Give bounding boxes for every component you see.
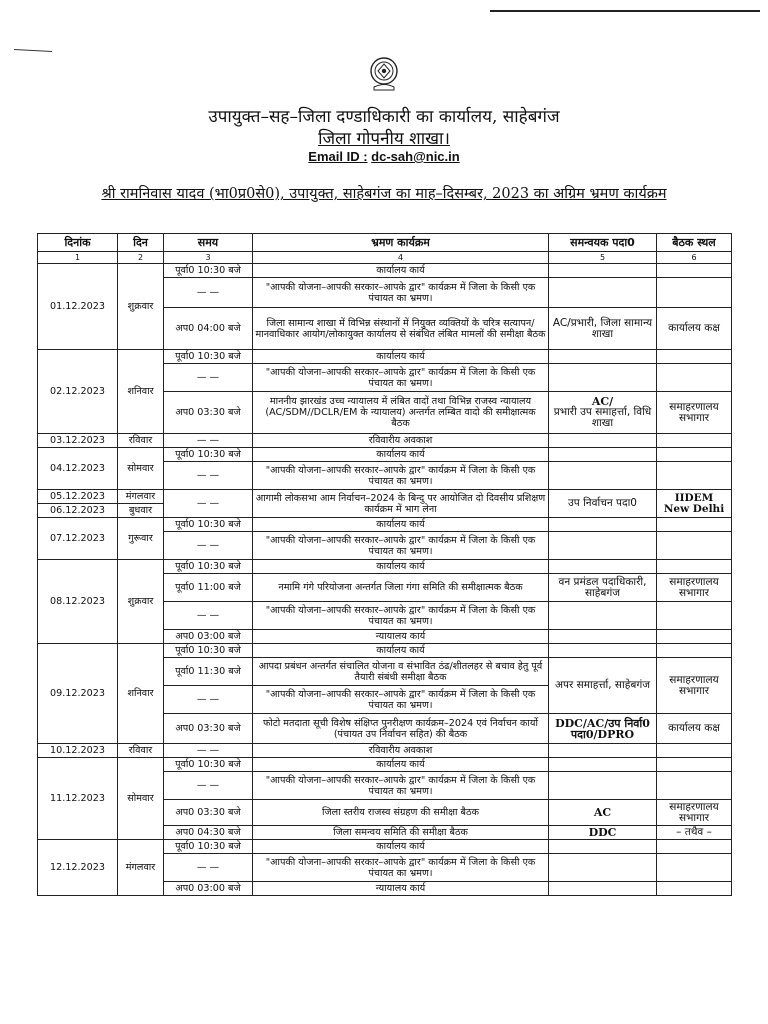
time-cell: — — [164, 602, 253, 630]
program-cell: कार्यालय कार्य [253, 560, 549, 574]
venue-cell [657, 532, 732, 560]
table-row [38, 560, 732, 574]
time-cell: — — [164, 772, 253, 800]
coordinator-cell [549, 758, 657, 772]
day-cell: शनिवार [118, 644, 164, 744]
program-title-text: श्री रामनिवास यादव (भा0प्र0से0), उपायुक्त, साहेबगंज का माह–दिसम्बर, 2023 का अग्रिम भ्रमण कार्यक्रम [101, 186, 667, 202]
table-row [38, 644, 732, 658]
program-cell: "आपकी योजना–आपकी सरकार–आपके द्वार" कार्यक्रम में जिला के किसी एक पंचायत का भ्रमण। [253, 686, 549, 714]
column-number-row [38, 252, 732, 264]
coordinator-cell [549, 532, 657, 560]
coordinator-cell [549, 772, 657, 800]
time-cell: अप0 03:30 बजे [164, 800, 253, 826]
venue-cell [657, 264, 732, 278]
coordinator-cell [549, 434, 657, 448]
venue-cell: – तथैव – [657, 826, 732, 840]
program-cell: "आपकी योजना–आपकी सरकार–आपके द्वार" कार्यक्रम में जिला के किसी एक पंचायत का भ्रमण। [253, 854, 549, 882]
time-cell: पूर्वा0 10:30 बजे [164, 518, 253, 532]
coordinator-cell [549, 448, 657, 462]
program-cell: जिला समन्वय समिति की समीक्षा बैठक [253, 826, 549, 840]
venue-cell: समाहरणालय सभागार [657, 392, 732, 434]
venue-cell [657, 882, 732, 896]
col-header-coordinator: समन्वयक पदा0 [549, 234, 657, 252]
time-cell: अप0 03:30 बजे [164, 714, 253, 744]
venue-cell: समाहरणालय सभागार [657, 800, 732, 826]
email-label: Email ID : [308, 149, 368, 164]
program-cell: न्यायालय कार्य [253, 882, 549, 896]
coordinator-cell [549, 602, 657, 630]
day-cell: शनिवार [118, 350, 164, 434]
coordinator-cell [549, 278, 657, 308]
section-name: जिला गोपनीय शाखा। [318, 129, 450, 149]
day-cell: मंगलवार [118, 490, 164, 504]
venue-cell [657, 758, 732, 772]
section-title [0, 126, 768, 149]
date-cell: 09.12.2023 [38, 644, 118, 744]
col-header-program: भ्रमण कार्यक्रम [253, 234, 549, 252]
date-cell: 03.12.2023 [38, 434, 118, 448]
venue-cell: कार्यालय कक्ष [657, 308, 732, 350]
time-cell: — — [164, 490, 253, 518]
venue-cell [657, 448, 732, 462]
coordinator-cell [549, 364, 657, 392]
col-number: 4 [253, 252, 549, 264]
venue-cell [657, 772, 732, 800]
venue-iidem: IIDEM [674, 491, 714, 504]
venue-cell [657, 278, 732, 308]
coordinator-cell [549, 744, 657, 758]
col-number: 5 [549, 252, 657, 264]
time-cell: पूर्वा0 10:30 बजे [164, 350, 253, 364]
time-cell: अप0 03:00 बजे [164, 630, 253, 644]
program-cell: आगामी लोकसभा आम निर्वाचन–2024 के बिन्दु पर आयोजित दो दिवसीय प्रशिक्षण कार्यक्रम में भाग लेना [253, 490, 549, 518]
state-emblem-icon [368, 56, 400, 94]
venue-new-delhi: New Delhi [663, 502, 725, 515]
col-header-date: दिनांक [38, 234, 118, 252]
venue-cell [657, 490, 732, 518]
time-cell: — — [164, 462, 253, 490]
col-number: 6 [657, 252, 732, 264]
coordinator-cell [549, 462, 657, 490]
time-cell: अप0 04:30 बजे [164, 826, 253, 840]
time-cell: पूर्वा0 10:30 बजे [164, 758, 253, 772]
program-cell: "आपकी योजना–आपकी सरकार–आपके द्वार" कार्यक्रम में जिला के किसी एक पंचायत का भ्रमण। [253, 532, 549, 560]
venue-cell [657, 602, 732, 630]
venue-cell [657, 434, 732, 448]
coordinator-cell [549, 854, 657, 882]
time-cell: — — [164, 278, 253, 308]
day-cell: सोमवार [118, 448, 164, 490]
time-cell: — — [164, 434, 253, 448]
time-cell: पूर्वा0 10:30 बजे [164, 560, 253, 574]
time-cell: अप0 03:30 बजे [164, 392, 253, 434]
margin-mark [14, 49, 52, 52]
coordinator-cell [549, 644, 657, 658]
date-cell: 02.12.2023 [38, 350, 118, 434]
coordinator-cell [549, 882, 657, 896]
coordinator-ac: AC/ [591, 395, 614, 408]
program-cell: "आपकी योजना–आपकी सरकार–आपके द्वार" कार्यक्रम में जिला के किसी एक पंचायत का भ्रमण। [253, 772, 549, 800]
venue-cell [657, 350, 732, 364]
time-cell: पूर्वा0 11:30 बजे [164, 658, 253, 686]
program-cell: कार्यालय कार्य [253, 518, 549, 532]
day-cell: शुक्रवार [118, 560, 164, 644]
time-cell: — — [164, 854, 253, 882]
day-cell: गुरूवार [118, 518, 164, 560]
coordinator-cell: DDC [549, 826, 657, 840]
top-border-line [490, 10, 760, 12]
coordinator-cell: DDC/AC/उप निर्वा0 पदा0/DPRO [549, 714, 657, 744]
program-cell: "आपकी योजना–आपकी सरकार–आपके द्वार" कार्यक्रम में जिला के किसी एक पंचायत का भ्रमण। [253, 602, 549, 630]
date-cell: 04.12.2023 [38, 448, 118, 490]
venue-cell [657, 644, 732, 658]
coordinator-cell: अपर समाहर्त्ता, साहेबगंज [549, 658, 657, 714]
date-cell: 07.12.2023 [38, 518, 118, 560]
program-title [0, 183, 768, 203]
schedule-table [37, 233, 732, 896]
venue-cell [657, 854, 732, 882]
program-cell: "आपकी योजना–आपकी सरकार–आपके द्वार" कार्यक्रम में जिला के किसी एक पंचायत का भ्रमण। [253, 462, 549, 490]
col-number: 2 [118, 252, 164, 264]
coordinator-cell [549, 518, 657, 532]
date-cell: 10.12.2023 [38, 744, 118, 758]
table-row [38, 744, 732, 758]
coordinator-cell [549, 630, 657, 644]
time-cell: — — [164, 364, 253, 392]
date-cell: 01.12.2023 [38, 264, 118, 350]
program-cell: कार्यालय कार्य [253, 448, 549, 462]
day-cell: मंगलवार [118, 840, 164, 896]
col-header-day: दिन [118, 234, 164, 252]
coordinator-vidhi: प्रभारी उप समाहर्त्ता, विधि शाखा [553, 406, 652, 429]
day-cell: रविवार [118, 434, 164, 448]
date-cell: 08.12.2023 [38, 560, 118, 644]
time-cell: पूर्वा0 10:30 बजे [164, 264, 253, 278]
program-cell: फोटो मतदाता सूची विशेष संक्षिप्त पुनरीक्षण कार्यक्रम–2024 एवं निर्वाचन कार्यो (पंचायत उप निर्वाचन सहित) की बैठक [253, 714, 549, 744]
table-row [38, 448, 732, 462]
day-cell: शुक्रवार [118, 264, 164, 350]
table-row [38, 758, 732, 772]
program-cell: रविवारीय अवकाश [253, 744, 549, 758]
time-cell: पूर्वा0 10:30 बजे [164, 448, 253, 462]
venue-cell [657, 462, 732, 490]
date-cell: 05.12.2023 [38, 490, 118, 504]
program-cell: जिला सामान्य शाखा में विभिन्न संस्थानों में नियुक्त व्यक्तियों के चरित्र सत्यापन/मानवाधिकार आयोग/लोकायुक्त कार्यालय से संबंधित लंबित मामलों की समीक्षा बैठक [253, 308, 549, 350]
time-cell: — — [164, 686, 253, 714]
venue-cell [657, 630, 732, 644]
time-cell: — — [164, 744, 253, 758]
venue-cell [657, 518, 732, 532]
table-row [38, 490, 732, 504]
email-address: dc-sah@nic.in [371, 149, 460, 164]
program-cell: आपदा प्रबंधन अन्तर्गत संचालित योजना व संभावित ठंढ/शीतलहर से बचाव हेतु पूर्व तैयारी संबंधी समीक्षा बैठक [253, 658, 549, 686]
coordinator-cell: वन प्रमंडल पदाधिकारी, साहेबगंज [549, 574, 657, 602]
program-cell: कार्यालय कार्य [253, 644, 549, 658]
day-cell: रविवार [118, 744, 164, 758]
coordinator-cell: AC/प्रभारी, जिला सामान्य शाखा [549, 308, 657, 350]
date-cell: 12.12.2023 [38, 840, 118, 896]
program-cell: नमामि गंगे परियोजना अन्तर्गत जिला गंगा समिति की समीक्षात्मक बैठक [253, 574, 549, 602]
day-cell: बुधवार [118, 504, 164, 518]
coordinator-cell [549, 560, 657, 574]
time-cell: अप0 04:00 बजे [164, 308, 253, 350]
coordinator-cell [549, 264, 657, 278]
venue-cell [657, 744, 732, 758]
program-cell: माननीय झारखंड उच्च न्यायालय में लंबित वादों तथा विभिन्न राजस्व न्यायालय (AC/SDM//DCLR/EM के न्यायालय) अन्तर्गत लम्बित वादो की समीक्षात्मक बैठक [253, 392, 549, 434]
program-cell: कार्यालय कार्य [253, 264, 549, 278]
date-cell: 06.12.2023 [38, 504, 118, 518]
table-row [38, 518, 732, 532]
email-line [0, 149, 768, 164]
venue-cell: समाहरणालय सभागार [657, 574, 732, 602]
coordinator-cell: उप निर्वाचन पदा0 [549, 490, 657, 518]
program-cell: कार्यालय कार्य [253, 350, 549, 364]
col-header-time: समय [164, 234, 253, 252]
col-number: 1 [38, 252, 118, 264]
program-cell: न्यायालय कार्य [253, 630, 549, 644]
time-cell: पूर्वा0 10:30 बजे [164, 840, 253, 854]
date-cell: 11.12.2023 [38, 758, 118, 840]
time-cell: — — [164, 532, 253, 560]
col-header-venue: बैठक स्थल [657, 234, 732, 252]
day-cell: सोमवार [118, 758, 164, 840]
coordinator-cell: AC [549, 800, 657, 826]
program-cell: "आपकी योजना–आपकी सरकार–आपके द्वार" कार्यक्रम में जिला के किसी एक पंचायत का भ्रमण। [253, 278, 549, 308]
table-row [38, 264, 732, 278]
coordinator-cell [549, 840, 657, 854]
office-title: उपायुक्त–सह–जिला दण्डाधिकारी का कार्यालय, साहेबगंज [208, 107, 560, 127]
table-row [38, 350, 732, 364]
program-cell: कार्यालय कार्य [253, 758, 549, 772]
venue-cell [657, 364, 732, 392]
table-row [38, 840, 732, 854]
table-row [38, 434, 732, 448]
time-cell: पूर्वा0 11:00 बजे [164, 574, 253, 602]
program-cell: "आपकी योजना–आपकी सरकार–आपके द्वार" कार्यक्रम में जिला के किसी एक पंचायत का भ्रमण। [253, 364, 549, 392]
time-cell: अप0 03:00 बजे [164, 882, 253, 896]
header-row [38, 234, 732, 252]
program-cell: रविवारीय अवकाश [253, 434, 549, 448]
venue-cell: समाहरणालय सभागार [657, 658, 732, 714]
time-cell: पूर्वा0 10:30 बजे [164, 644, 253, 658]
program-cell: कार्यालय कार्य [253, 840, 549, 854]
coordinator-cell [549, 392, 657, 434]
venue-cell [657, 560, 732, 574]
venue-cell: कार्यालय कक्ष [657, 714, 732, 744]
venue-cell [657, 840, 732, 854]
col-number: 3 [164, 252, 253, 264]
coordinator-cell [549, 350, 657, 364]
program-cell: जिला स्तरीय राजस्व संग्रहण की समीक्षा बैठक [253, 800, 549, 826]
